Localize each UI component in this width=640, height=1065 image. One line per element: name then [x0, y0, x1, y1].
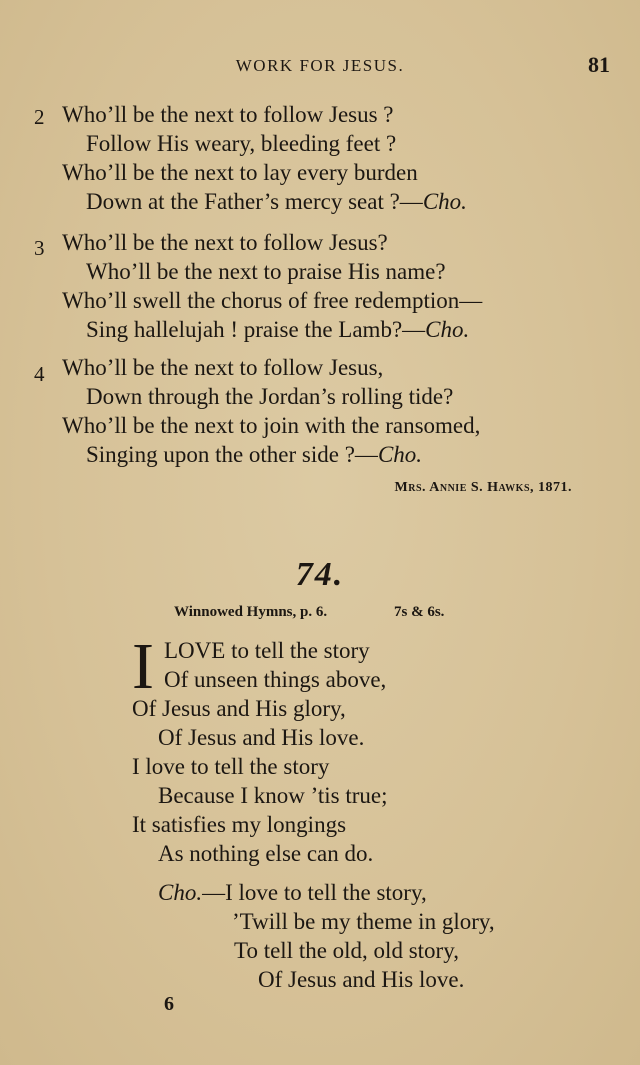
hymn-line: Of Jesus and His glory, [132, 696, 346, 721]
hymn-number: 74. [295, 556, 345, 593]
verse-line: Who’ll be the next to lay every burden [62, 160, 418, 185]
page-number: 81 [588, 52, 610, 77]
verse-line: Sing hallelujah ! praise the Lamb?—Cho. [86, 317, 470, 342]
hymn-line: As nothing else can do. [158, 841, 374, 866]
hymn-meter: 7s & 6s. [394, 604, 445, 620]
verse-line: Who’ll be the next to praise His name? [86, 259, 446, 284]
verse-number: 4 [34, 362, 45, 386]
verse-line: Singing upon the other side ?—Cho. [86, 442, 423, 467]
verse-number: 3 [34, 236, 45, 260]
verse-line: Down through the Jordan’s rolling tide? [86, 384, 454, 409]
verse-line: Who’ll be the next to follow Jesus ? [62, 102, 394, 127]
verse-number: 2 [34, 105, 45, 129]
chorus-line: Cho.—I love to tell the story, [158, 880, 427, 905]
chorus-line: Of Jesus and His love. [258, 967, 465, 992]
hymn-line: LOVE to tell the story [164, 638, 370, 663]
author-attribution: Mrs. Annie S. Hawks, 1871. [394, 480, 572, 495]
chorus-cue: Cho. [425, 317, 470, 342]
hymn-source: Winnowed Hymns, p. 6. [174, 604, 328, 620]
running-header: WORK FOR JESUS. [235, 56, 405, 75]
hymn-line: Of unseen things above, [164, 667, 387, 692]
verse-line: Follow His weary, bleeding feet ? [86, 131, 397, 156]
verse-line: Who’ll swell the chorus of free redemption— [62, 288, 483, 313]
verse-line: Who’ll be the next to follow Jesus, [62, 355, 384, 380]
hymn-line: Because I know ’tis true; [158, 783, 388, 808]
verse-line: Who’ll be the next to follow Jesus? [62, 230, 388, 255]
drop-cap: I [132, 630, 154, 703]
chorus-cue: Cho. [377, 442, 423, 467]
hymn-line: Of Jesus and His love. [158, 725, 365, 750]
hymn-line: It satisfies my longings [132, 812, 347, 837]
hymn-line: I love to tell the story [132, 754, 330, 779]
chorus-cue: Cho. [422, 189, 467, 214]
chorus-line: ’Twill be my theme in glory, [232, 909, 495, 934]
chorus-label: Cho. [158, 880, 203, 905]
verse-line: Down at the Father’s mercy seat ?—Cho. [86, 189, 467, 214]
signature-mark: 6 [164, 993, 174, 1015]
chorus-line: To tell the old, old story, [234, 938, 459, 963]
verse-line: Who’ll be the next to join with the ransomed, [62, 413, 481, 438]
